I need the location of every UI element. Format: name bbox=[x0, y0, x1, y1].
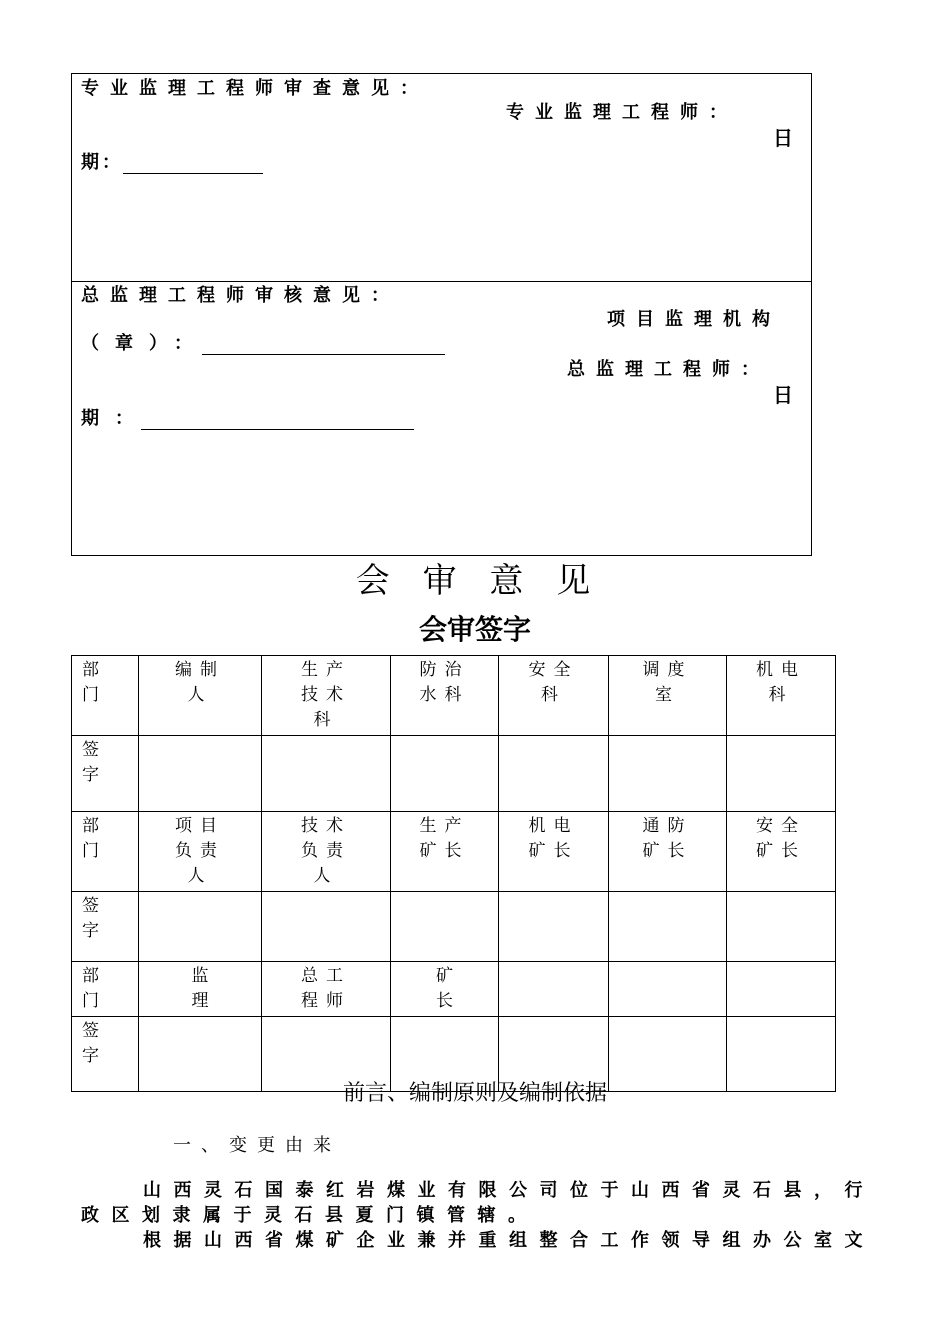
preface-title: 前言、编制原则及编制依据 bbox=[342, 1081, 607, 1106]
sign-title: 会审签字 bbox=[418, 613, 531, 646]
signature-cell[interactable] bbox=[391, 736, 499, 812]
table-cell: 安全矿长 bbox=[727, 812, 836, 892]
chief-date-line bbox=[141, 429, 414, 430]
signature-cell[interactable] bbox=[499, 736, 609, 812]
specialist-date-ri: 日 bbox=[773, 126, 793, 150]
sign-header: 签字 bbox=[72, 1017, 139, 1092]
signature-cell[interactable] bbox=[499, 892, 609, 962]
signature-cell[interactable] bbox=[727, 892, 836, 962]
signature-cell[interactable] bbox=[609, 736, 727, 812]
chief-opinion-label: 总监理工程师审核意见： bbox=[81, 285, 400, 306]
table-cell: 项目负责人 bbox=[139, 812, 262, 892]
signature-cell[interactable] bbox=[262, 736, 391, 812]
signature-cell[interactable] bbox=[262, 892, 391, 962]
dept-header: 部门 bbox=[72, 812, 139, 892]
chief-date-qi: 期： bbox=[81, 408, 149, 429]
paragraph-1-line-2: 政区划隶属于灵石县夏门镇管辖。 bbox=[81, 1205, 539, 1226]
table-cell: 监理 bbox=[139, 962, 262, 1017]
sign-header: 签字 bbox=[72, 736, 139, 812]
signature-cell[interactable] bbox=[391, 892, 499, 962]
huishen-title: 会 审 意 见 bbox=[355, 561, 595, 601]
specialist-opinion-label: 专业监理工程师审查意见： bbox=[81, 78, 429, 99]
chief-date-ri: 日 bbox=[773, 383, 793, 407]
table-cell: 生产矿长 bbox=[391, 812, 499, 892]
org-label: 项目监理机构 bbox=[607, 309, 781, 330]
seal-label: （章）： bbox=[81, 333, 208, 354]
table-cell: 总工程师 bbox=[262, 962, 391, 1017]
table-cell: 生产技术科 bbox=[262, 656, 391, 736]
table-row bbox=[72, 656, 836, 736]
specialist-engineer-label: 专业监理工程师： bbox=[506, 102, 738, 123]
table-cell bbox=[727, 962, 836, 1017]
review-box-divider bbox=[71, 281, 812, 282]
table-row bbox=[72, 812, 836, 892]
table-cell: 矿长 bbox=[391, 962, 499, 1017]
table-cell: 技术负责人 bbox=[262, 812, 391, 892]
table-cell: 安全科 bbox=[499, 656, 609, 736]
paragraph-2-line-1: 根据山西省煤矿企业兼并重组整合工作领导组办公室文 bbox=[143, 1230, 875, 1251]
table-cell: 机电科 bbox=[727, 656, 836, 736]
specialist-date-qi: 期： bbox=[81, 152, 123, 173]
signature-cell[interactable] bbox=[609, 892, 727, 962]
table-cell: 调度室 bbox=[609, 656, 727, 736]
table-cell: 机电矿长 bbox=[499, 812, 609, 892]
dept-header: 部门 bbox=[72, 962, 139, 1017]
signature-table bbox=[71, 655, 836, 1092]
table-cell: 防治水科 bbox=[391, 656, 499, 736]
table-row bbox=[72, 962, 836, 1017]
paragraph-1-line-1: 山西灵石国泰红岩煤业有限公司位于山西省灵石县，行 bbox=[143, 1180, 875, 1201]
specialist-date-line bbox=[123, 173, 263, 174]
table-cell bbox=[499, 962, 609, 1017]
chief-engineer-label: 总监理工程师： bbox=[567, 359, 770, 380]
seal-line bbox=[202, 354, 445, 355]
table-cell: 编制人 bbox=[139, 656, 262, 736]
dept-header: 部门 bbox=[72, 656, 139, 736]
signature-cell[interactable] bbox=[139, 736, 262, 812]
table-cell bbox=[609, 962, 727, 1017]
table-cell: 通防矿长 bbox=[609, 812, 727, 892]
signature-cell[interactable] bbox=[139, 892, 262, 962]
sign-header: 签字 bbox=[72, 892, 139, 962]
table-row bbox=[72, 892, 836, 962]
section-1-title: 一、变更由来 bbox=[173, 1135, 341, 1156]
table-row bbox=[72, 736, 836, 812]
signature-cell[interactable] bbox=[727, 736, 836, 812]
